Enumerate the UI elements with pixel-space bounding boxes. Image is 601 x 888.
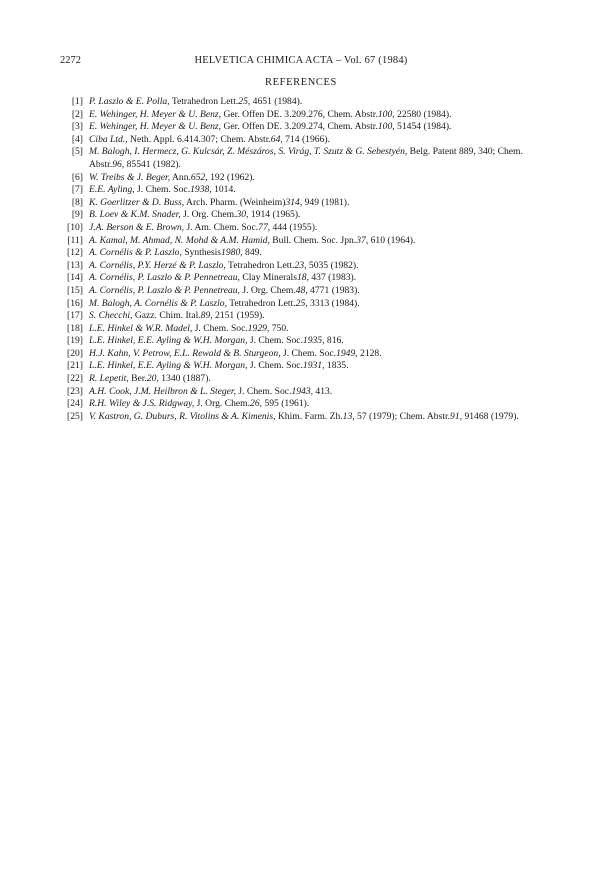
reference-number: [10]: [67, 221, 83, 233]
reference-source: J. Chem. Soc.: [192, 322, 248, 334]
reference-authors: K. Goerlitzer & D. Buss,: [89, 196, 185, 208]
reference-authors: L.E. Hinkel, E.E. Ayling & W.H. Morgan,: [89, 335, 248, 347]
reference-pages-year: 5035 (1982).: [306, 259, 359, 271]
reference-number: [3]: [71, 121, 83, 133]
reference-source: Ger. Offen DE. 3.209.274, Chem. Abstr.: [221, 121, 378, 133]
reference-authors: L.E. Hinkel & W.R. Madel,: [89, 322, 193, 334]
reference-item: [60, 197, 545, 210]
reference-number: [5]: [71, 146, 83, 158]
reference-pages-year: 437 (1983).: [308, 272, 357, 284]
reference-authors: A. Kamal, M. Ahmad, N. Mohd & A.M. Hamid,: [89, 234, 270, 246]
reference-authors: R. Lepetit,: [89, 373, 129, 385]
reference-pages-year: 1014.: [211, 184, 236, 196]
reference-authors: W. Treibs & J. Beger,: [89, 171, 171, 183]
reference-item: [60, 260, 545, 273]
reference-source: Tetrahedron Lett.: [169, 96, 239, 107]
reference-volume: 25,: [295, 297, 308, 309]
reference-number: [24]: [67, 398, 83, 410]
reference-item: [60, 310, 545, 323]
reference-item: [60, 146, 545, 171]
reference-number: [6]: [71, 171, 83, 183]
reference-pages-year: 413.: [313, 385, 333, 397]
reference-source: J. Org. Chem.: [239, 284, 296, 296]
reference-source: Clay Minerals: [239, 272, 297, 284]
reference-item: [60, 134, 545, 147]
reference-item: [60, 184, 545, 197]
reference-volume: 1931,: [302, 360, 325, 372]
reference-pages-year: 1914 (1965).: [248, 209, 301, 221]
reference-number: [19]: [67, 335, 83, 347]
reference-volume: 37,: [356, 234, 369, 246]
reference-item: [60, 109, 545, 122]
reference-authors: M. Balogh, A. Cornélis & P. Laszlo,: [89, 297, 227, 309]
reference-number: [25]: [67, 410, 83, 422]
section-title: REFERENCES: [265, 77, 337, 88]
reference-item: [60, 348, 545, 361]
reference-source: Ger. Offen DE. 3.209.276, Chem. Abstr.: [221, 108, 378, 120]
reference-source: Khim. Farm. Zh.: [275, 410, 343, 422]
reference-number: [21]: [67, 360, 83, 372]
reference-pages-year: 1835.: [324, 360, 349, 372]
reference-authors: J.A. Berson & E. Brown,: [89, 221, 185, 233]
reference-volume: 20,: [146, 373, 159, 385]
reference-volume: 96,: [112, 158, 125, 170]
reference-pages-year: 750.: [269, 322, 289, 334]
reference-authors: H.J. Kahn, V. Petrow, E.L. Rewald & B. Sturgeon,: [89, 347, 281, 359]
reference-volume: 18,: [296, 272, 309, 284]
reference-number: [8]: [71, 196, 83, 208]
reference-source: Ber.: [128, 373, 147, 385]
reference-source: J. Chem. Soc.: [236, 385, 292, 397]
reference-authors: P. Laszlo & E. Polla,: [89, 96, 170, 107]
reference-volume: 1929,: [247, 322, 270, 334]
reference-pages-year: 22580 (1984).: [394, 108, 452, 120]
reference-volume: 314,: [285, 196, 303, 208]
reference-source: J. Chem. Soc.: [280, 347, 337, 359]
reference-pages-year: 51454 (1984).: [394, 121, 452, 133]
reference-item: [60, 222, 545, 235]
reference-item: [60, 235, 545, 248]
reference-volume: 13,: [342, 410, 355, 422]
reference-volume: 77,: [258, 221, 271, 233]
reference-volume: 26,: [250, 398, 263, 410]
reference-volume: 89,: [200, 310, 213, 322]
reference-number: [11]: [67, 234, 83, 246]
reference-item: [60, 386, 545, 399]
reference-item: [60, 360, 545, 373]
reference-volume: 91,: [450, 410, 463, 422]
reference-item: [60, 96, 545, 109]
reference-source: Tetrahedron Lett.: [226, 297, 296, 309]
reference-pages-year: 2151 (1959).: [212, 310, 265, 322]
reference-volume: 25,: [238, 96, 251, 107]
reference-authors: A.H. Cook, J.M. Heilbron & L. Steger,: [89, 385, 236, 397]
reference-number: [18]: [67, 322, 83, 334]
reference-source: Arch. Pharm. (Weinheim): [184, 196, 286, 208]
reference-authors: A. Cornélis, P. Laszlo & P. Pennetreau,: [89, 284, 240, 296]
reference-authors: Ciba Ltd.,: [89, 133, 128, 145]
reference-authors: A. Cornélis, P. Laszlo & P. Pennetreau,: [89, 272, 240, 284]
running-header: [60, 55, 542, 69]
reference-source: J. Am. Chem. Soc.: [184, 221, 259, 233]
reference-source: J. Chem. Soc.: [247, 335, 303, 347]
reference-pages-year: 57 (1979); Chem. Abstr.: [354, 410, 451, 422]
reference-pages-year: 2128.: [357, 347, 382, 359]
reference-volume: 23,: [294, 259, 307, 271]
reference-number: [1]: [71, 96, 83, 107]
reference-volume: 100,: [377, 121, 395, 133]
reference-pages-year: 610 (1964).: [368, 234, 416, 246]
reference-item: [60, 172, 545, 185]
reference-number: [2]: [71, 108, 83, 120]
reference-authors: V. Kastron, G. Duburs, R. Vitolins & A. Kimenis,: [89, 410, 276, 422]
reference-source: J. Org. Chem.: [180, 209, 237, 221]
reference-authors: A. Cornélis, P.Y. Herzé & P. Laszlo,: [89, 259, 226, 271]
reference-volume: 64,: [270, 133, 283, 145]
reference-item: [60, 121, 545, 134]
reference-pages-year: 849.: [242, 247, 262, 259]
reference-item: [60, 335, 545, 348]
reference-pages-year: 4651 (1984).: [250, 96, 303, 107]
reference-source: J. Chem. Soc.: [247, 360, 303, 372]
page-number: 2272: [60, 55, 81, 66]
reference-source: Bull. Chem. Soc. Jpn.: [269, 234, 357, 246]
reference-pages-year: 91468 (1979).: [462, 410, 519, 422]
reference-number: [16]: [67, 297, 83, 309]
reference-item: [60, 298, 545, 311]
reference-volume: 652,: [190, 171, 208, 183]
reference-source: Ann.: [170, 171, 191, 183]
reference-item: [60, 247, 545, 260]
reference-pages-year: 714 (1966).: [282, 133, 330, 145]
reference-volume: 30,: [236, 209, 249, 221]
reference-number: [23]: [67, 385, 83, 397]
reference-pages-year: 1340 (1887).: [158, 373, 211, 385]
reference-authors: E.E. Ayling,: [89, 184, 135, 196]
reference-authors: B. Loev & K.M. Snader,: [89, 209, 181, 221]
reference-volume: 1949,: [336, 347, 358, 359]
reference-number: [22]: [67, 373, 83, 385]
reference-pages-year: 816.: [324, 335, 344, 347]
reference-volume: 100,: [377, 108, 395, 120]
reference-authors: M. Balogh, I. Hermecz, G. Kulcsár, Z. Mészáros, S. Virág, T. Szutz & G. Sebestyén,: [89, 146, 408, 158]
reference-item: [60, 398, 545, 411]
reference-number: [20]: [67, 347, 83, 359]
reference-pages-year: 595 (1961).: [262, 398, 310, 410]
reference-number: [9]: [71, 209, 83, 221]
reference-source: J. Org. Chem.: [194, 398, 251, 410]
reference-volume: 1943,: [291, 385, 314, 397]
reference-item: [60, 209, 545, 222]
reference-volume: 1980,: [221, 247, 243, 259]
reference-source: Synthesis: [181, 247, 222, 259]
reference-item: [60, 272, 545, 285]
reference-number: [17]: [67, 310, 83, 322]
reference-pages-year: 949 (1981).: [302, 196, 350, 208]
reference-volume: 1935,: [302, 335, 325, 347]
reference-authors: E. Wehinger, H. Meyer & U. Benz,: [89, 108, 222, 120]
reference-authors: R.H. Wiley & J.S. Ridgway,: [89, 398, 195, 410]
reference-pages-year: 4771 (1983).: [307, 284, 360, 296]
reference-item: [60, 285, 545, 298]
reference-source: Tetrahedron Lett.: [225, 259, 295, 271]
reference-authors: E. Wehinger, H. Meyer & U. Benz,: [89, 121, 222, 133]
reference-source: Neth. Appl. 6.414.307; Chem. Abstr.: [127, 133, 271, 145]
reference-pages-year: 3313 (1984).: [307, 297, 360, 309]
reference-authors: L.E. Hinkel, E.E. Ayling & W.H. Morgan,: [89, 360, 248, 372]
reference-number: [7]: [71, 184, 83, 196]
reference-number: [15]: [67, 284, 83, 296]
reference-number: [12]: [67, 247, 83, 259]
reference-item: [60, 373, 545, 386]
reference-list: [60, 96, 545, 423]
reference-pages-year: 444 (1955).: [270, 221, 318, 233]
reference-item: [60, 323, 545, 336]
reference-number: [13]: [67, 259, 83, 271]
reference-pages-year: 192 (1962).: [207, 171, 255, 183]
reference-source: Gazz. Chim. Ital.: [132, 310, 201, 322]
journal-header: HELVETICA CHIMICA ACTA – Vol. 67 (1984): [194, 55, 408, 66]
reference-number: [4]: [71, 133, 83, 145]
reference-authors: S. Checchi,: [89, 310, 133, 322]
reference-volume: 1938,: [190, 184, 212, 196]
reference-number: [14]: [67, 272, 83, 284]
reference-pages-year: 85541 (1982).: [124, 158, 181, 170]
reference-item: [60, 411, 545, 424]
reference-authors: A. Cornélis & P. Laszlo,: [89, 247, 182, 259]
reference-volume: 48,: [295, 284, 308, 296]
reference-source: Belg. Patent 889, 340; Chem. Abstr.: [89, 146, 523, 170]
reference-source: J. Chem. Soc.: [134, 184, 191, 196]
